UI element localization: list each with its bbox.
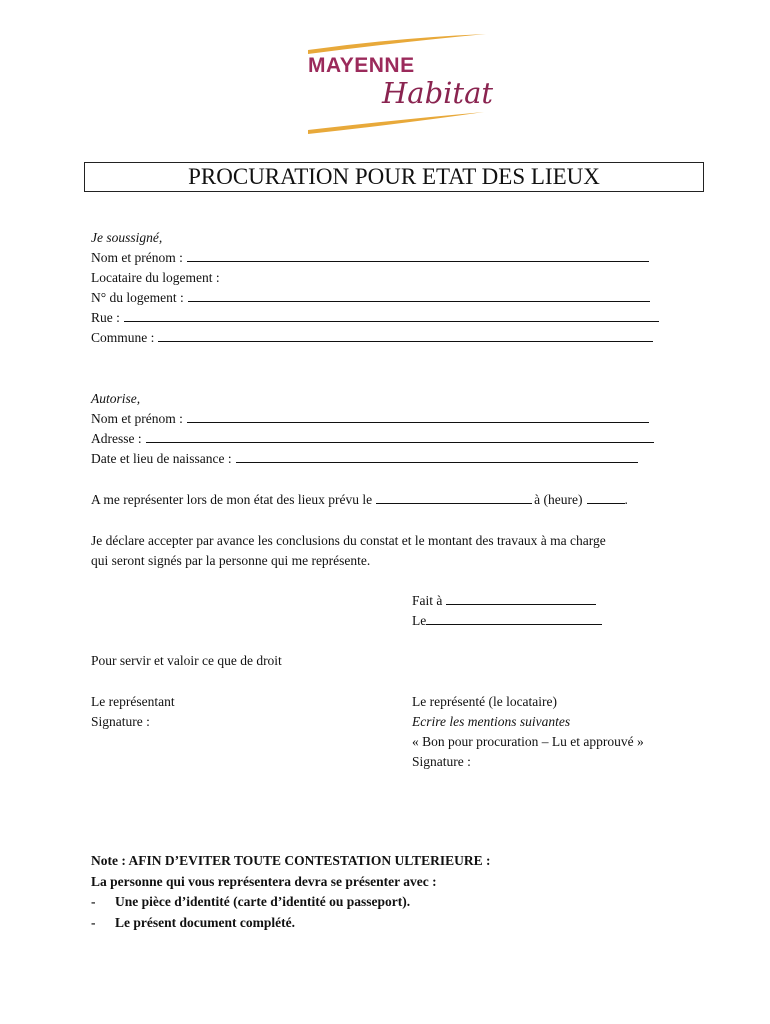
document-title: PROCURATION POUR ETAT DES LIEUX <box>84 162 704 192</box>
birth-label: Date et lieu de naissance : <box>91 451 232 466</box>
representative-name-label: Nom et prénom : <box>91 411 183 426</box>
closing-text: Pour servir et valoir ce que de droit <box>91 653 282 668</box>
note-item <box>91 894 410 910</box>
representation-end: . <box>624 492 628 507</box>
note-item-bullet: - <box>91 915 96 930</box>
lodging-number-row <box>91 290 650 306</box>
representation-date-row <box>91 492 628 508</box>
birth-row <box>91 451 638 467</box>
town-row <box>91 330 653 346</box>
date-row <box>412 613 602 629</box>
declaration-line1: Je déclare accepter par avance les conclusions du constat et le montant des travaux à ma charge <box>91 533 606 548</box>
town-label: Commune : <box>91 330 155 345</box>
address-row <box>91 431 654 447</box>
representative-title: Le représentant <box>91 694 175 709</box>
mayenne-habitat-logo <box>300 30 494 135</box>
address-label: Adresse : <box>91 431 142 446</box>
tenant-name-label: Nom et prénom : <box>91 250 183 265</box>
tenant-name-row <box>91 250 649 266</box>
section2-intro: Autorise, <box>91 391 141 406</box>
street-row <box>91 310 659 326</box>
represented-instruction: Ecrire les mentions suivantes <box>412 714 571 729</box>
made-at-row <box>412 593 596 609</box>
date-field[interactable] <box>426 613 602 625</box>
logo-wordmark: MAYENNE <box>308 54 415 77</box>
representative-name-field[interactable] <box>187 411 649 423</box>
birth-field[interactable] <box>236 451 638 463</box>
made-at-field[interactable] <box>446 593 596 605</box>
declaration-line2: qui seront signés par la personne qui me représente. <box>91 553 371 568</box>
represented-title: Le représenté (le locataire) <box>412 694 558 709</box>
address-field[interactable] <box>146 431 654 443</box>
section1-intro: Je soussigné, <box>91 230 163 245</box>
date-label: Le <box>412 613 427 628</box>
tenant-lodging-label: Locataire du logement : <box>91 270 220 285</box>
lodging-number-label: N° du logement : <box>91 290 184 305</box>
note-item <box>91 915 295 931</box>
note-item-text: Le présent document complété. <box>115 915 295 930</box>
representation-hour-field[interactable] <box>587 492 625 504</box>
representation-text: A me représenter lors de mon état des lieux prévu le <box>91 492 373 507</box>
note-item-text: Une pièce d’identité (carte d’identité ou passeport). <box>115 894 411 909</box>
lodging-number-field[interactable] <box>188 290 650 302</box>
note-heading: Note : AFIN D’EVITER TOUTE CONTESTATION ULTERIEURE : <box>91 853 491 868</box>
representation-hour-label: à (heure) <box>534 492 583 507</box>
street-field[interactable] <box>124 310 659 322</box>
representative-signature-label: Signature : <box>91 714 150 729</box>
represented-signature-label: Signature : <box>412 754 471 769</box>
logo-script: Habitat <box>382 76 494 110</box>
representative-name-row <box>91 411 649 427</box>
represented-mention: « Bon pour procuration – Lu et approuvé » <box>412 734 644 749</box>
note-subheading: La personne qui vous représentera devra se présenter avec : <box>91 874 437 889</box>
made-at-label: Fait à <box>412 593 443 608</box>
note-item-bullet: - <box>91 894 96 909</box>
tenant-name-field[interactable] <box>187 250 649 262</box>
representation-date-field[interactable] <box>376 492 532 504</box>
town-field[interactable] <box>158 330 653 342</box>
street-label: Rue : <box>91 310 120 325</box>
